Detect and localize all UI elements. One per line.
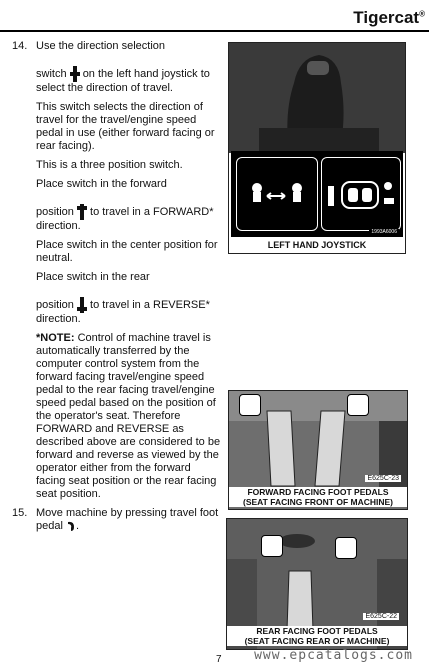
switch-decal bbox=[321, 157, 401, 231]
step-14: 14. Use the direction selection switch on the left hand joystick to select the direction of travel. bbox=[12, 40, 210, 94]
paragraph-switch-purpose: This switch selects the direction of travel for the travel/engine speed pedal in use (either forward facing or rear facing). bbox=[36, 101, 215, 152]
brand-logo: Tigercat® bbox=[353, 8, 425, 27]
forward-figure-code: E625C-23 bbox=[367, 475, 399, 482]
switch-buttons-icon bbox=[322, 158, 400, 230]
instructions-column bbox=[12, 40, 221, 539]
direction-switch-icon bbox=[70, 66, 80, 82]
direction-decal bbox=[236, 157, 318, 231]
joystick-figure bbox=[228, 42, 406, 254]
switch-panel bbox=[231, 151, 403, 237]
header-rule bbox=[0, 30, 429, 32]
foot-pedal-icon bbox=[66, 521, 76, 532]
rear-pedals-figure bbox=[226, 518, 408, 650]
watermark-url: www.epcatalogs.com bbox=[254, 648, 413, 663]
forward-pedals-figure bbox=[228, 390, 408, 510]
joystick-figure-code: 1993A6006 bbox=[371, 229, 397, 235]
page-number: 7 bbox=[216, 654, 222, 665]
paragraph-forward: Place switch in the forward position to travel in a FORWARD* direction. bbox=[36, 178, 214, 232]
paragraph-three-position: This is a three position switch. bbox=[36, 159, 183, 171]
forward-caption: FORWARD FACING FOOT PEDALS (SEAT FACING FRONT OF MACHINE) bbox=[229, 487, 407, 507]
switch-reverse-icon bbox=[77, 297, 87, 313]
step-15: 15. Move machine by pressing travel foot pedal . bbox=[12, 507, 219, 532]
joystick-caption: LEFT HAND JOYSTICK bbox=[229, 240, 405, 250]
right-pedal-icon bbox=[347, 394, 369, 416]
rear-right-pedal-icon bbox=[335, 537, 357, 559]
left-pedal-icon bbox=[239, 394, 261, 416]
joystick-photo bbox=[229, 43, 405, 153]
switch-forward-icon bbox=[77, 204, 87, 220]
rear-caption: REAR FACING FOOT PEDALS (SEAT FACING REAR OF MACHINE) bbox=[227, 626, 407, 646]
paragraph-reverse: Place switch in the rear position to travel in a REVERSE* direction. bbox=[36, 271, 210, 325]
rear-figure-code: E625C-22 bbox=[365, 613, 397, 620]
paragraph-neutral: Place switch in the center position for neutral. bbox=[36, 239, 218, 264]
note-paragraph: *NOTE: Control of machine travel is automatically transferred by the computer control system from the forward facing travel/engine speed pedal to the rear facing travel/engine speed pedal based on the position of the operator's seat. Therefore FORWARD and REVERSE as described above are considered to be forward and reverse as viewed by the operator either from the forward facing seat position or the rear facing seat position. bbox=[36, 332, 221, 500]
rear-left-pedal-icon bbox=[261, 535, 283, 557]
direction-arrows-icon bbox=[237, 158, 317, 230]
